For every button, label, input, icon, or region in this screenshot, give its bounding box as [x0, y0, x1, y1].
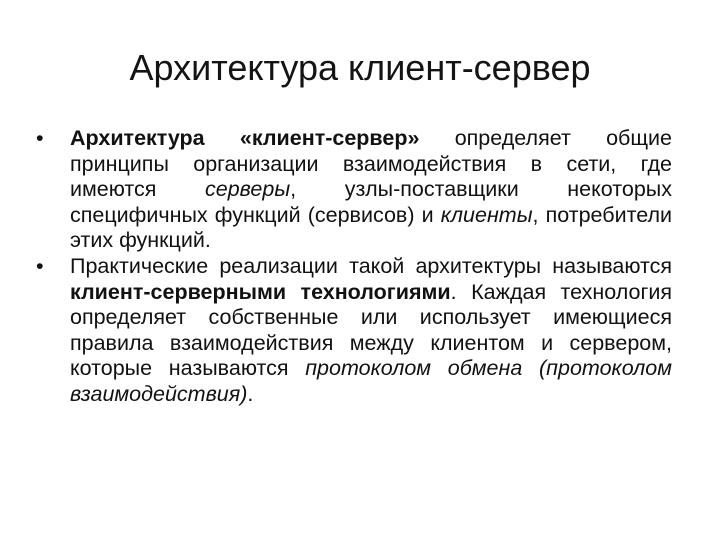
bullet-text: , потребители этих функций. — [70, 202, 673, 253]
bullet-icon: • — [36, 126, 44, 150]
bullet-list — [36, 126, 672, 408]
bullet-text: , узлы-поставщики некоторых специфичных функций (сервисов) и — [70, 177, 672, 227]
term-client-server-technologies: клиент-серверными технологиями — [70, 279, 451, 304]
term-clients: клиенты — [440, 202, 533, 227]
term-servers: серверы — [205, 177, 291, 202]
bullet-item-2 — [36, 254, 672, 408]
bullet-text: . Каждая технология определяет собственные или использует имеющиеся правила взаимодействия между клиентом и сервером, которые называются — [70, 279, 672, 381]
term-exchange-protocol: протоколом обмена (протоколом взаимодействия) — [70, 356, 672, 406]
bullet-item-1 — [36, 126, 672, 254]
bullet-text: . — [247, 381, 254, 406]
term-client-server-architecture: Архитектура «клиент-сервер» — [70, 126, 420, 150]
bullet-text: определяет общие принципы организации взаимодействия в сети, где имеются — [70, 126, 672, 202]
bullet-icon: • — [36, 253, 44, 278]
slide-title: Архитектура клиент-сервер — [129, 47, 591, 88]
bullet-text: Практические реализации такой архитектуры называются — [70, 253, 672, 278]
